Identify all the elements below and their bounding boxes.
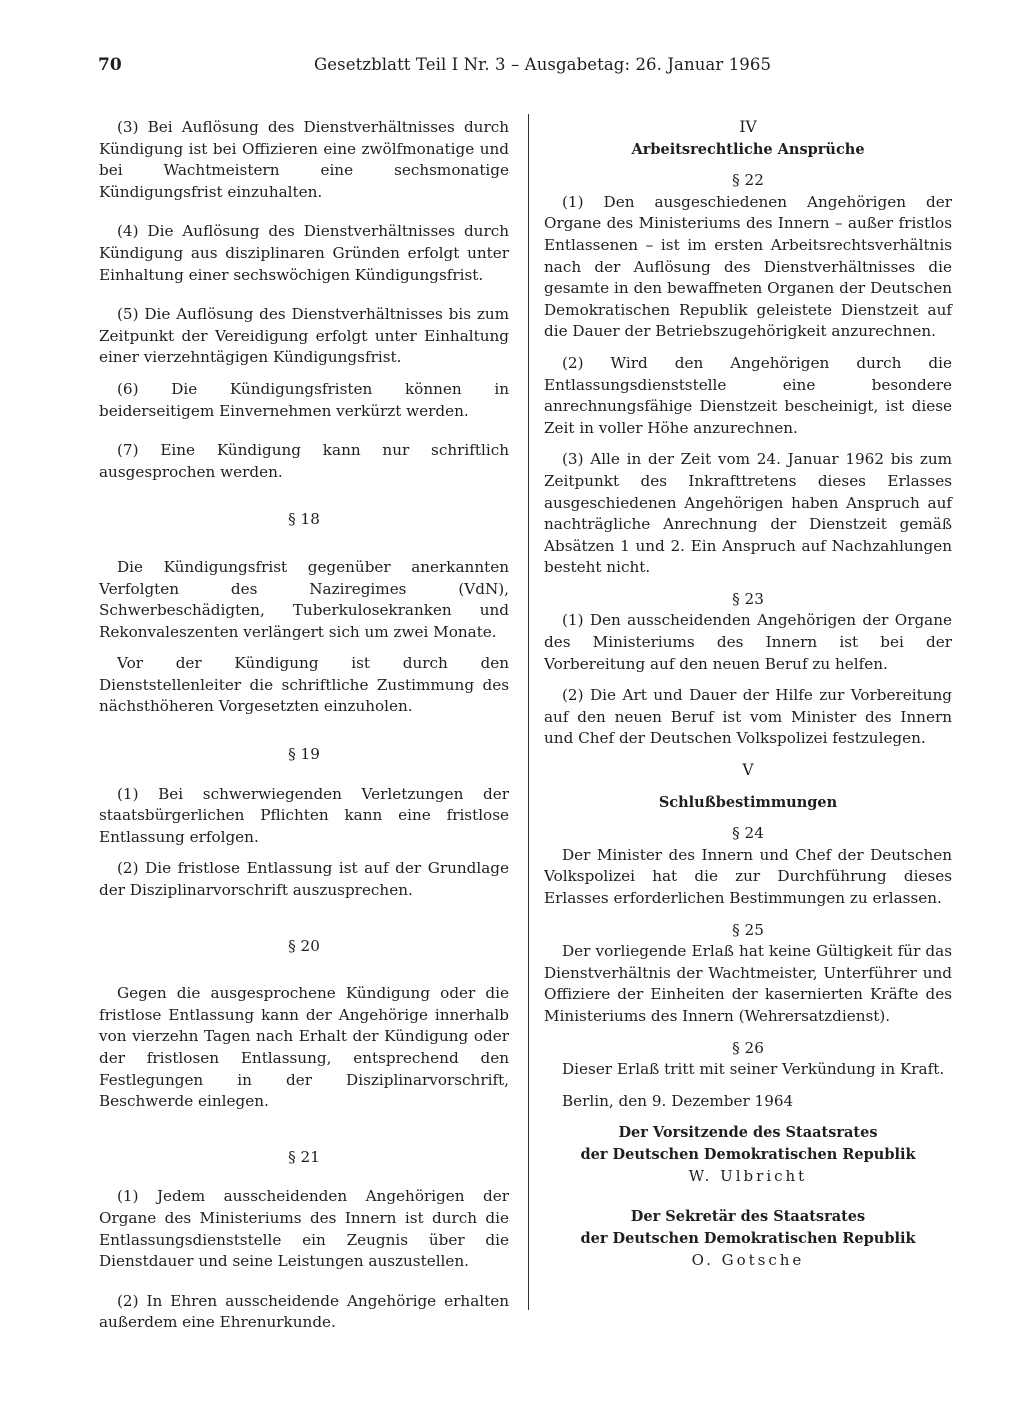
section-21-title: § 21 — [288, 1147, 320, 1166]
signer-2-title-line-2: der Deutschen Demokratischen Republik — [580, 1229, 916, 1247]
paragraph-17-7: (7) Eine Kündigung kann nur schriftlich ausgesprochen werden. — [99, 441, 509, 481]
signer-1-title-line-1: Der Vorsitzende des Staatsrates — [618, 1124, 878, 1142]
section-19-paragraph-2: (2) Die fristlose Entlassung ist auf der Grundlage der Disziplinarvorschrift auszusprechen. — [99, 859, 509, 900]
section-21-paragraph-1: (1) Jedem ausscheidenden Angehörigen der Organe des Ministeriums des Innern ist durch die Entlassungsdienststelle ein Zeugnis über die Dienstdauer und seine Leistungen auszustellen. — [99, 1187, 509, 1271]
section-22-paragraph-1: (1) Den ausgeschiedenen Angehörigen der Organe des Ministeriums des Innern – außer fristlos Entlassenen – ist im ersten Arbeitsrechtsverhältnis nach der Auflösung des Dienstverhältnisses die gesamte in den bewaffneten Organen der Deutschen Demokratischen Republik geleistete Dienstzeit auf die Dauer der Betriebszugehörigkeit anzurechnen. — [544, 192, 952, 341]
signer-2-name: O. Gotsche — [691, 1250, 805, 1269]
signer-1-name: W. Ulbricht — [688, 1167, 808, 1186]
part-4-roman: IV — [739, 118, 757, 136]
section-18-paragraph-1: Die Kündigungsfrist gegenüber anerkannten Verfolgten des Naziregimes (VdN), Schwerbeschädigten, Tuberkulosekranken und Rekonvaleszenten verlängert sich um zwei Monate. — [99, 557, 509, 641]
part-5-heading: Schlußbestimmungen — [658, 793, 838, 811]
section-18-title: § 18 — [288, 510, 320, 529]
section-23-title: § 23 — [732, 589, 764, 608]
part-5-roman: V — [742, 761, 754, 780]
part-4-heading: Arbeitsrechtliche Ansprüche — [631, 140, 865, 158]
section-24-paragraph-1: Der Minister des Innern und Chef der Deutschen Volkspolizei hat die zur Durchführung dieses Erlasses erforderlichen Bestimmungen zu erlassen. — [544, 845, 952, 907]
place-date: Berlin, den 9. Dezember 1964 — [562, 1091, 794, 1110]
section-19-title: § 19 — [288, 745, 320, 764]
paragraph-17-6: (6) Die Kündigungsfristen können in beiderseitigem Einvernehmen verkürzt werden. — [99, 379, 509, 420]
section-22-paragraph-3: (3) Alle in der Zeit vom 24. Januar 1962 bis zum Zeitpunkt des Inkrafttretens dieses Erlasses ausgeschiedenen Angehörigen haben Anspruch auf nachträgliche Anrechnung der Dienstzeit gemäß Absätzen 1 und 2. Ein Anspruch auf Nachzahlungen besteht nicht. — [544, 450, 952, 577]
paragraph-17-3: (3) Bei Auflösung des Dienstverhältnisses durch Kündigung ist bei Offizieren eine zwölfmonatige und bei Wachtmeistern eine sechsmonatige Kündigungsfrist einzuhalten. — [99, 118, 509, 201]
section-25-title: § 25 — [732, 920, 764, 939]
section-23-paragraph-2: (2) Die Art und Dauer der Hilfe zur Vorbereitung auf den neuen Beruf ist vom Minister des Innern und Chef der Deutschen Volkspolizei festzulegen. — [544, 686, 952, 748]
signer-2-title-line-1: Der Sekretär des Staatsrates — [630, 1207, 866, 1225]
section-24-title: § 24 — [732, 824, 764, 843]
section-20-paragraph-1: Gegen die ausgesprochene Kündigung oder die fristlose Entlassung kann der Angehörige innerhalb von vierzehn Tagen nach Erhalt der Kündigung oder der fristlosen Entlassung, entsprechend den Festlegungen in der Disziplinarvorschrift, Beschwerde einlegen. — [99, 984, 509, 1111]
signer-1-title-line-2: der Deutschen Demokratischen Republik — [580, 1146, 916, 1164]
section-23-paragraph-1: (1) Den ausscheidenden Angehörigen der Organe des Ministeriums des Innern ist bei der Vorbereitung auf den neuen Beruf zu helfen. — [544, 611, 952, 673]
section-22-paragraph-2: (2) Wird den Angehörigen durch die Entlassungsdienststelle eine besondere anrechnungsfähige Dienstzeit bescheinigt, ist diese Zeit in voller Höhe anzurechnen. — [544, 353, 952, 437]
section-20-title: § 20 — [288, 936, 320, 955]
right-column — [544, 117, 952, 1272]
section-26-paragraph-1: Dieser Erlaß tritt mit seiner Verkündung in Kraft. — [562, 1060, 945, 1079]
left-column — [99, 117, 509, 1334]
column-rule — [528, 114, 529, 1310]
section-25-paragraph-1: Der vorliegende Erlaß hat keine Gültigkeit für das Dienstverhältnis der Wachtmeister, Unterführer und Offiziere der Einheiten der kasernierten Kräfte des Ministeriums des Innern (Wehrersatzdienst). — [544, 942, 952, 1025]
page-number: 70 — [98, 55, 122, 75]
section-18-paragraph-2: Vor der Kündigung ist durch den Dienststellenleiter die schriftliche Zustimmung des nächsthöheren Vorgesetzten einzuholen. — [99, 654, 509, 716]
section-21-paragraph-2: (2) In Ehren ausscheidende Angehörige erhalten außerdem eine Ehrenurkunde. — [99, 1291, 509, 1332]
section-19-paragraph-1: (1) Bei schwerwiegenden Verletzungen der staatsbürgerlichen Pflichten kann eine fristlose Entlassung erfolgen. — [99, 784, 509, 846]
section-22-title: § 22 — [732, 171, 764, 190]
section-26-title: § 26 — [732, 1038, 764, 1057]
paragraph-17-4: (4) Die Auflösung des Dienstverhältnisses durch Kündigung aus disziplinaren Gründen erfolgt unter Einhaltung einer sechswöchigen Kündigungsfrist. — [99, 222, 509, 284]
paragraph-17-5: (5) Die Auflösung des Dienstverhältnisses bis zum Zeitpunkt der Vereidigung erfolgt unter Einhaltung einer vierzehntägigen Kündigungsfrist. — [99, 305, 509, 367]
running-title: Gesetzblatt Teil I Nr. 3 – Ausgabetag: 26. Januar 1965 — [314, 55, 772, 74]
